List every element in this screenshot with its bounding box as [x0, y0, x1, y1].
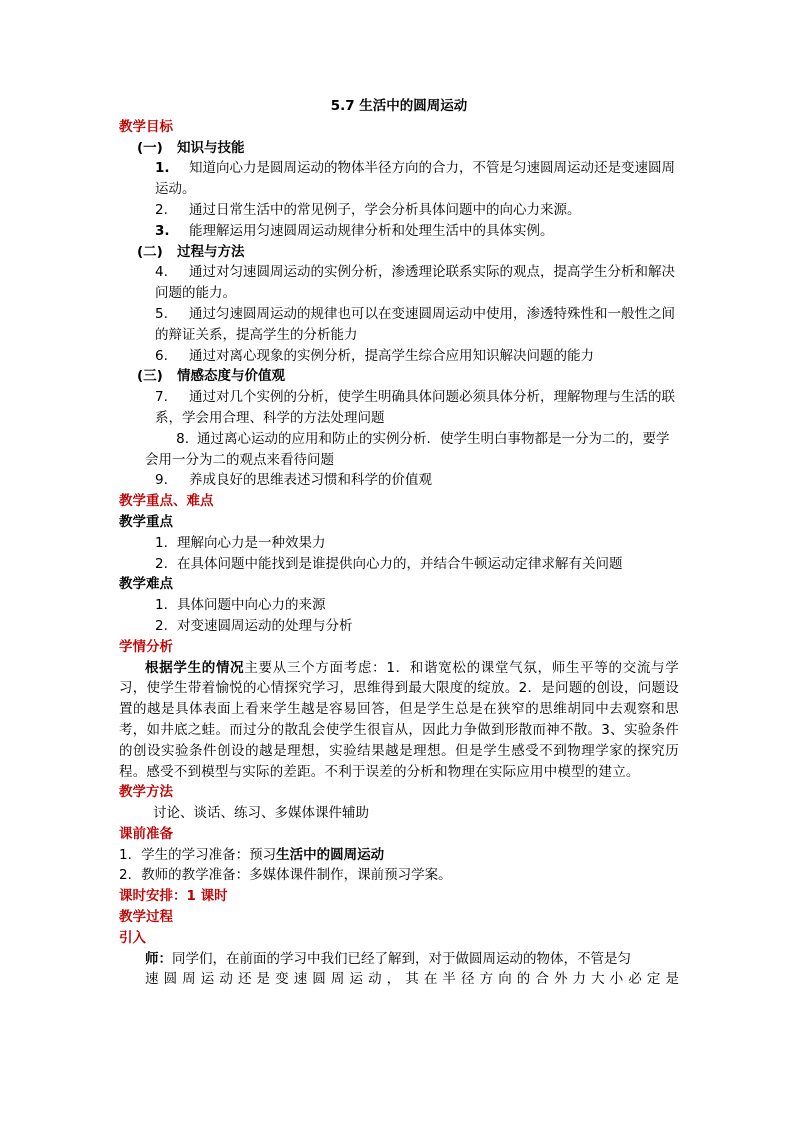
section-label: 情感态度与价值观	[177, 368, 285, 385]
list-item: 1. 具体问题中向心力的来源	[155, 597, 326, 614]
intro-line: 速圆周运动还是变速圆周运动，其在半径方向的合外力大小必定是	[145, 971, 679, 988]
list-item: 4. 通过对匀速圆周运动的实例分析，渗透理论联系实际的观点，提高学生分析和解决问题的能力。	[155, 264, 675, 302]
list-item: 9. 养成良好的思维表述习惯和科学的价值观	[155, 472, 432, 489]
section-mark: (一)	[137, 139, 163, 156]
keypoints-heading: 教学重点、难点	[119, 493, 214, 510]
list-item: 3. 能理解运用匀速圆周运动规律分析和处理生活中的具体实例。	[155, 222, 554, 239]
section-process	[119, 242, 679, 263]
list-item: 2. 在具体问题中能找到是谁提供向心力的，并结合牛顿运动定律求解有关问题	[155, 555, 623, 572]
list-item: 2. 对变速圆周运动的处理与分析	[155, 617, 353, 634]
intro-line: 师：同学们，在前面的学习中我们已经了解到，对于做圆周运动的物体，不管是匀	[145, 950, 631, 967]
process-heading: 教学过程	[119, 909, 173, 926]
time-heading: 课时安排：1 课时	[119, 888, 228, 905]
page-title: 5.7 生活中的圆周运动	[330, 98, 468, 114]
prep-heading: 课前准备	[119, 825, 173, 842]
section-label: 过程与方法	[177, 243, 245, 260]
method-text: 讨论、谈话、练习、多媒体课件辅助	[153, 805, 369, 822]
intro-heading: 引入	[119, 929, 146, 946]
section-label: 知识与技能	[177, 139, 245, 156]
prep-teacher: 2．教师的教学准备：多媒体课件制作，课前预习学案。	[119, 867, 452, 884]
section-attitude	[119, 366, 679, 387]
list-item: 6. 通过对离心现象的实例分析，提高学生综合应用知识解决问题的能力	[155, 347, 594, 364]
analysis-paragraph: 根据学生的情况主要从三个方面考虑：1．和谐宽松的课堂气氛，师生平等的交流与学习，使学生带着愉悦的心情探究学习，思维得到最大限度的绽放。2．是问题的创设，问题设置的越是具体表面上看来学生越是容易回答，但是学生总是在狭窄的思维胡同中去观察和思考，如井底之蛙。而过分的散乱会使学生很盲从，因此力争做到形散而神不散。3、实验条件的创设实验条件创设的越是理想，实验结果越是理想。但是学生感受不到物理学家的探究历程。感受不到模型与实际的差距。不利于误差的分析和物理在实际应用中模型的建立。	[119, 659, 679, 780]
goals-heading: 教学目标	[119, 118, 173, 135]
intro-paragraph	[119, 949, 679, 991]
document-page	[119, 96, 679, 990]
list-item: 1. 理解向心力是一种效果力	[155, 534, 326, 551]
section-knowledge	[119, 138, 679, 159]
key-heading: 教学重点	[119, 513, 173, 530]
prep-student: 1．学生的学习准备：预习生活中的圆周运动	[119, 846, 385, 863]
section-mark: (二)	[137, 243, 163, 260]
section-mark: (三)	[137, 368, 163, 385]
list-item: 5. 通过匀速圆周运动的规律也可以在变速圆周运动中使用，渗透特殊性和一般性之间的辩证关系，提高学生的分析能力	[155, 305, 675, 343]
method-heading: 教学方法	[119, 784, 173, 801]
list-item: 2. 通过日常生活中的常见例子，学会分析具体问题中的向心力来源。	[155, 201, 581, 218]
difficulty-heading: 教学难点	[119, 576, 173, 593]
analysis-heading: 学情分析	[119, 638, 173, 655]
list-item: 8. 通过离心运动的应用和防止的实例分析．使学生明白事物都是一分为二的，要学会用一分为二的观点来看待问题	[145, 430, 670, 468]
list-item: 7. 通过对几个实例的分析，使学生明确具体问题必须具体分析，理解物理与生活的联系，学会用合理、科学的方法处理问题	[155, 389, 675, 426]
list-item: 1. 知道向心力是圆周运动的物体半径方向的合力，不管是匀速圆周运动还是变速圆周运动。	[155, 160, 675, 198]
